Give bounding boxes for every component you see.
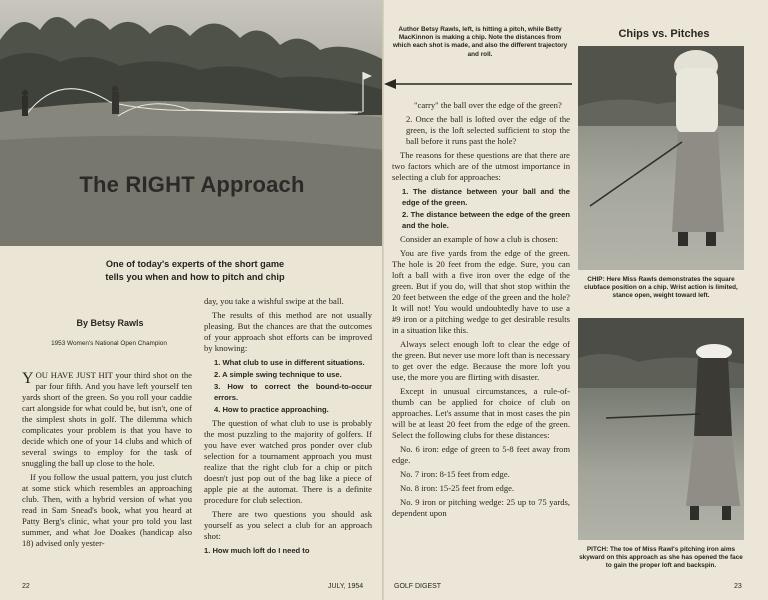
paragraph: YOU HAVE JUST HIT your third shot on the par four fifth. And you have left yourself ten yards short of the green. So you roll your caddie cart alongside for what could be, but isn't, one of the simplest shots in golf. The dilemma which complicates your problem is that you have to decide which one of your 14 clubs and which of several swings to employ for the task of snuggling the ball up close to the hole. <box>22 370 192 468</box>
author-byline: By Betsy Rawls <box>76 318 144 328</box>
pitch-photo <box>578 318 744 540</box>
question-2: 2. Once the ball is lofted over the edge of the green, is the loft selected sufficient to stop the ball before it runs past the hole? <box>406 114 570 146</box>
photo-intro-caption: Author Betsy Rawls, left, is hitting a pitch, while Betty MacKinnon is making a chip. Note the distances from which each shot is made, and also the different trajectory and roll. <box>392 26 568 58</box>
text-column-1 <box>22 370 192 552</box>
pitch-illustration <box>578 318 744 540</box>
list-item: 2. A simple swing technique to use. <box>214 370 342 379</box>
paragraph: Always select enough loft to clear the edge of the green. But never use more loft than is necessary to get over the edge. Because the more loft you use, the more you are flirting with disaster. <box>392 339 570 382</box>
deck-line-2: tells you when and how to pitch and chip <box>105 272 285 282</box>
text-column-2 <box>204 296 372 559</box>
arrow-left-icon <box>384 76 574 92</box>
paragraph: If you follow the usual pattern, you just clutch at some stick which resembles an approaching club. Then, with a hybrid version of what you read in Sam Snead's book, what you heard at Patty Berg's clinic, what your pro told you last summer, and what Joe Doakes (handicap also 18) advised only yester- <box>22 472 192 548</box>
tips-list <box>204 357 372 415</box>
paragraph: The results of this method are not usually pleasing. But the chances are that the outcomes of your approach shot efforts can be improved by knowing: <box>204 310 372 353</box>
paragraph: The reasons for these questions are that there are two factors which are of the utmost importance in selecting a club for approaches: <box>392 150 570 182</box>
chip-illustration <box>578 46 744 270</box>
list-item: 3. How to correct the bound-to-occur errors. <box>214 382 372 402</box>
article-deck <box>60 258 330 284</box>
hero-photo <box>0 0 384 246</box>
question-1-continued: "carry" the ball over the edge of the green? <box>414 100 562 110</box>
article-title: The RIGHT Approach <box>79 172 305 197</box>
right-page <box>384 0 768 600</box>
chip-photo <box>578 46 744 270</box>
list-item: 2. The distance between the edge of the green and the hole. <box>402 210 570 230</box>
club-entry: No. 9 iron or pitching wedge: 25 up to 75 yards, dependent upon <box>392 497 570 518</box>
author-credit: 1953 Women's National Open Champion <box>51 340 167 347</box>
text-column-3 <box>392 100 570 522</box>
magazine-name: GOLF DIGEST <box>394 583 442 590</box>
chip-caption: CHIP: Here Miss Rawls demonstrates the square clubface position on a chip. Wrist action is limited, stance open, weight toward left. <box>584 276 738 300</box>
drop-cap: Y <box>22 370 34 387</box>
page-number-left: 22 <box>22 583 30 590</box>
list-item: 4. How to practice approaching. <box>214 405 329 414</box>
list-item: 1. The distance between your ball and the edge of the green. <box>402 187 570 207</box>
deck-line-1: One of today's experts of the short game <box>105 259 285 269</box>
sidebar-heading: Chips vs. Pitches <box>618 28 710 40</box>
club-entry: No. 6 iron: edge of green to 5-8 feet away from edge. <box>392 444 570 465</box>
pitch-caption: PITCH: The toe of Miss Rawl's pitching iron aims skyward on this approach as she has opened the face to gain the proper loft and backspin. <box>579 546 743 570</box>
paragraph: day, you take a wishful swipe at the ball. <box>204 296 344 306</box>
list-item: 1. What club to use in different situations. <box>214 358 365 367</box>
paragraph: There are two questions you should ask yourself as you select a club for an approach shot: <box>204 509 372 541</box>
page-number-right: 23 <box>734 583 742 590</box>
paragraph: Except in unusual circumstances, a rule-of-thumb can be applied for choice of club on approaches. Let's assume that in most cases the pin will be at least 20 feet from the edge of the green. Select the following clubs for these distances: <box>392 386 570 440</box>
paragraph: Consider an example of how a club is chosen: <box>400 234 558 244</box>
paragraph: You are five yards from the edge of the green. The hole is 20 feet from the edge. Sure, you can loft a ball with a five iron over the edge of the green. But if you do, will that shot stop within the 20 feet between the edge of the green and the hole? It will not! You would undoubtedly have to use a #9 iron or a pitching wedge to get desirable results in a situation like this. <box>392 248 570 335</box>
club-entry: No. 8 iron: 15-25 feet from edge. <box>400 483 515 493</box>
club-entry: No. 7 iron: 8-15 feet from edge. <box>400 469 510 479</box>
golf-course-illustration <box>0 0 384 246</box>
paragraph: The question of what club to use is probably the most puzzling to the majority of golfers. If you have ever watched pros ponder over club selection for a tournament approach you must realize that the right club for a chip or pitch doesn't just pop out of the bag like a piece of apple pie at the automat. There is a definite procedure for club selection. <box>204 418 372 505</box>
question-1: 1. How much loft do I need to <box>204 546 310 555</box>
issue-date: JULY, 1954 <box>328 583 364 590</box>
factors-list <box>392 186 570 231</box>
